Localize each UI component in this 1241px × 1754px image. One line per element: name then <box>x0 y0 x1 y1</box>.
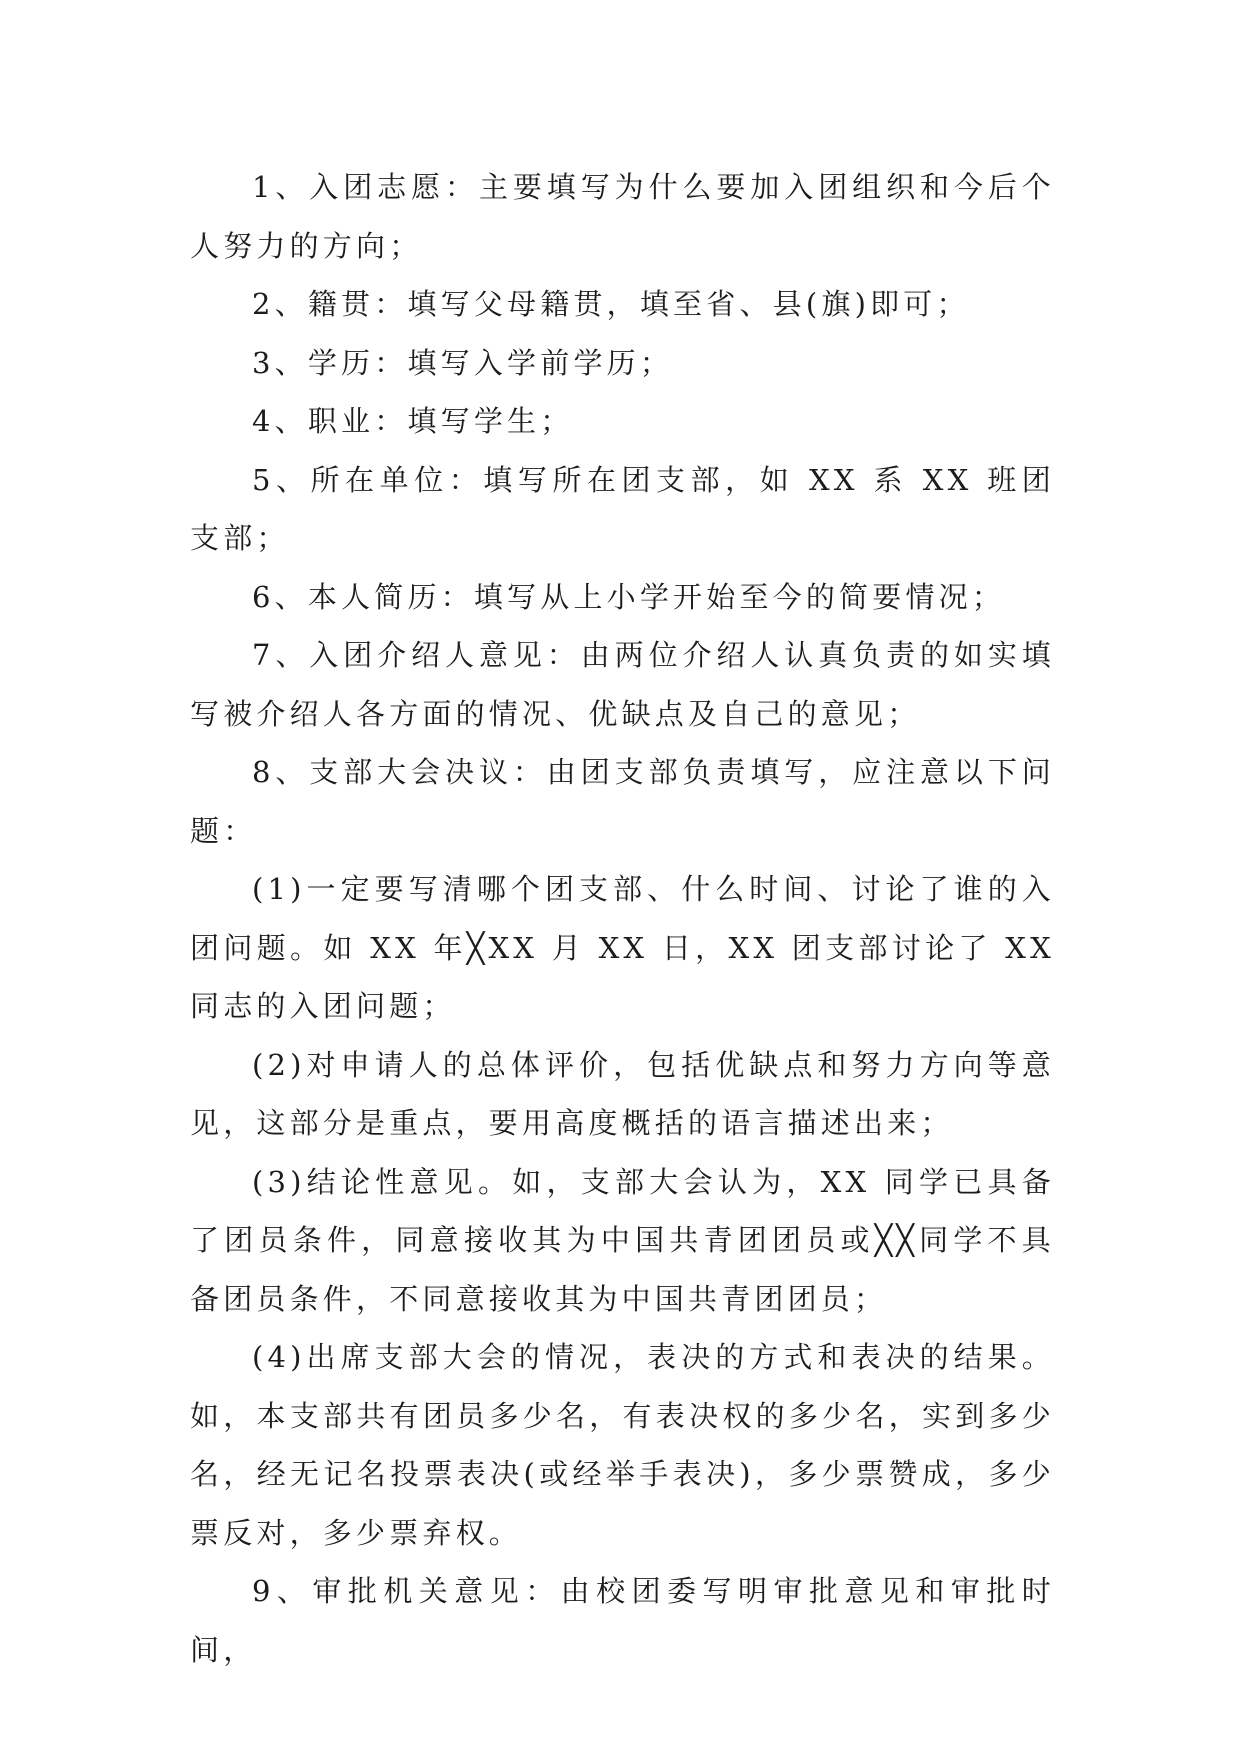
item-4-paragraph: 4、职业：填写学生； <box>252 404 574 438</box>
item-8-paragraph: 8、支部大会决议：由团支部负责填写，应注意以下问题： <box>190 755 1055 848</box>
document-body <box>190 158 1055 1679</box>
item-7-paragraph: 7、入团介绍人意见：由两位介绍人认真负责的如实填写被介绍人各方面的情况、优缺点及自己的意见； <box>190 638 1055 731</box>
item-6-paragraph: 6、本人简历：填写从上小学开始至今的简要情况； <box>252 579 1006 614</box>
subitem-1-paragraph: (1)一定要写清哪个团支部、什么时间、讨论了谁的入团问题。如 XX 年╳XX 月 XX 日，XX 团支部讨论了 XX 同志的入团问题； <box>190 872 1055 1023</box>
subitem-4-paragraph: (4)出席支部大会的情况，表决的方式和表决的结果。如，本支部共有团员多少名，有表决权的多少名，实到多少名，经无记名投票表决(或经举手表决)，多少票赞成，多少票反对，多少票弃权。 <box>190 1340 1055 1550</box>
subitem-2-paragraph: (2)对申请人的总体评价，包括优缺点和努力方向等意见，这部分是重点，要用高度概括的语言描述出来； <box>190 1047 1055 1140</box>
item-2-paragraph: 2、籍贯：填写父母籍贯，填至省、县(旗)即可； <box>252 287 970 321</box>
item-5-paragraph: 5、所在单位：填写所在团支部，如 XX 系 XX 班团支部； <box>190 462 1055 555</box>
item-9-paragraph: 9、审批机关意见：由校团委写明审批意见和审批时间， <box>190 1574 1055 1667</box>
subitem-3-paragraph: (3)结论性意见。如，支部大会认为，XX 同学已具备了团员条件，同意接收其为中国共青团团员或╳╳同学不具备团员条件，不同意接收其为中国共青团团员； <box>190 1164 1055 1316</box>
item-3-paragraph: 3、学历：填写入学前学历； <box>252 345 674 380</box>
item-1-paragraph: 1、入团志愿：主要填写为什么要加入团组织和今后个人努力的方向； <box>190 170 1055 263</box>
